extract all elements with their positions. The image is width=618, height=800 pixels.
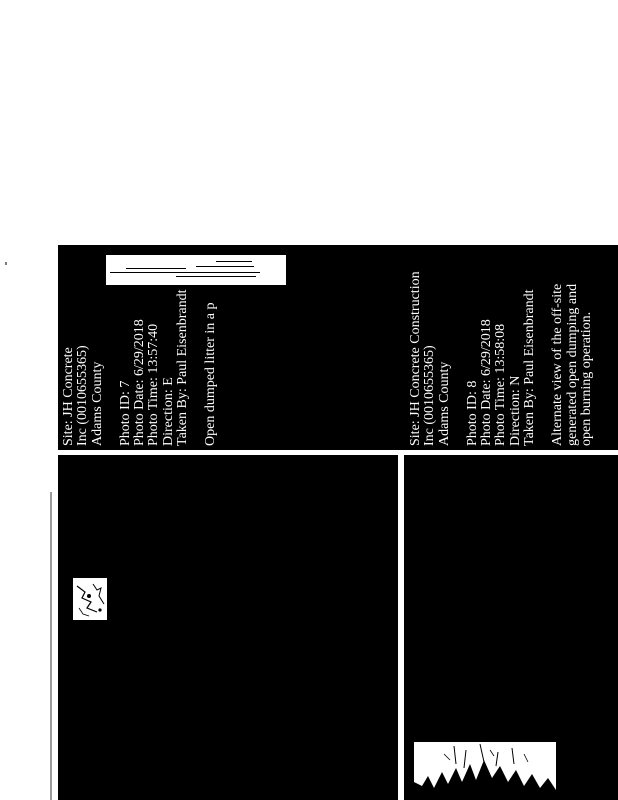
site-id-line: Inc (0010655365): [422, 345, 438, 446]
photo-8-bright-patch: [414, 742, 556, 800]
photo-description-1: Alternate view of the off-site: [550, 283, 566, 446]
photo-date: Photo Date: 6/29/2018: [479, 319, 495, 446]
site-id-line: Inc (0010655365): [75, 345, 91, 446]
photo-description: Open dumped litter in a p: [203, 302, 219, 446]
photo-7-frame: [58, 455, 398, 800]
redaction-box: [106, 255, 286, 285]
county-line: Adams County: [436, 361, 452, 446]
county-line: Adams County: [89, 361, 105, 446]
direction: Direction: N: [507, 375, 523, 446]
taken-by: Taken By: Paul Eisenbrandt: [522, 289, 538, 446]
taken-by: Taken By: Paul Eisenbrandt: [175, 289, 191, 446]
scan-speck: [5, 262, 7, 265]
photo-id: Photo ID: 7: [117, 380, 133, 446]
photo-time: Photo Time: 13:58:08: [493, 323, 509, 446]
photo-time: Photo Time: 13:57:40: [146, 323, 162, 446]
site-line: Site: JH Concrete: [61, 347, 76, 446]
site-line: Site: JH Concrete Construction: [408, 271, 423, 446]
photo-id: Photo ID: 8: [464, 380, 480, 446]
photo-7-bright-patch: [73, 578, 107, 620]
photo-description-3: open burning operation.: [578, 311, 594, 446]
direction: Direction: E: [160, 377, 176, 446]
binding-edge: [50, 492, 52, 800]
photo-8-caption: [409, 271, 594, 446]
photo-description-2: generated open dumping and: [564, 283, 580, 446]
photo-7-caption: [62, 290, 219, 447]
photo-date: Photo Date: 6/29/2018: [132, 319, 148, 446]
